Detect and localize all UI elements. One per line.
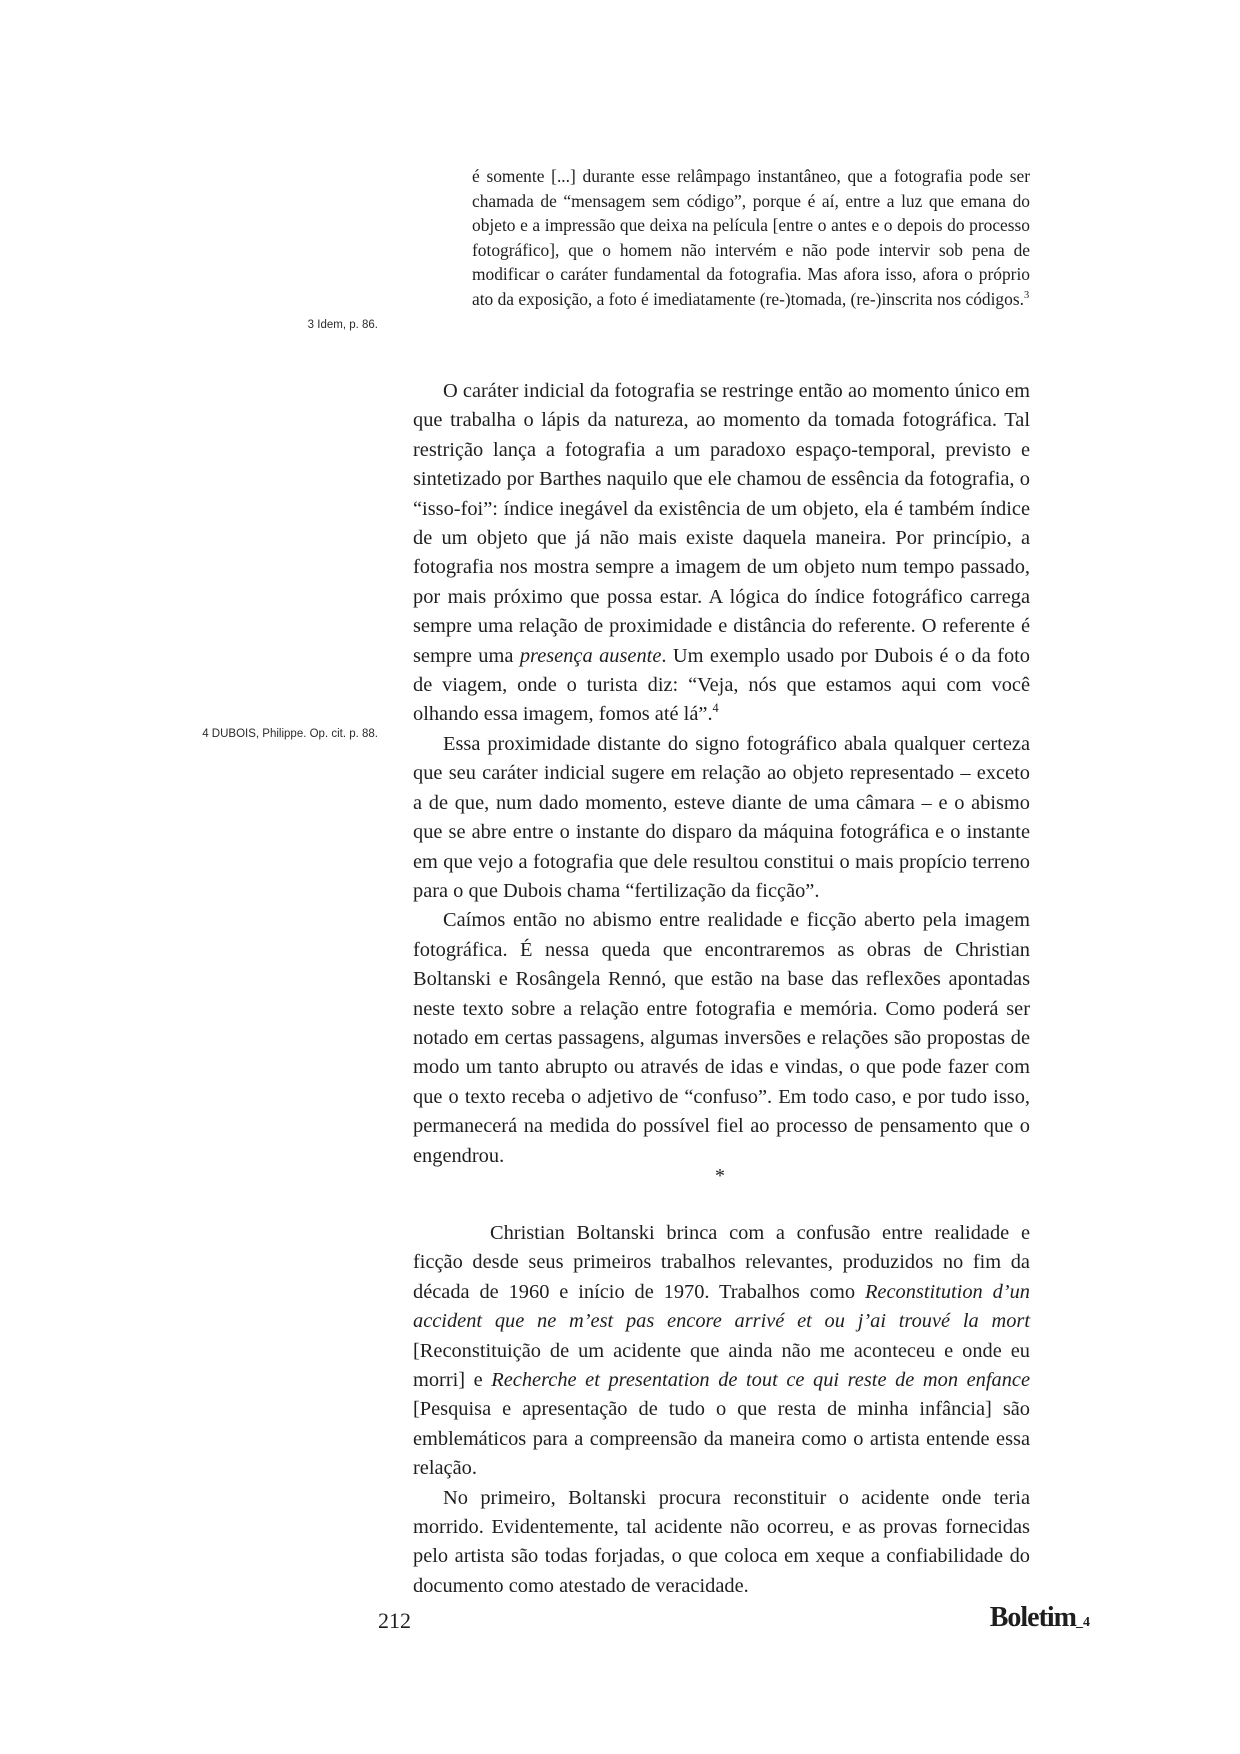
quote-lead-text: é somente — [472, 166, 552, 186]
footnote-ref-3[interactable]: 3 — [1023, 289, 1030, 301]
quote-text: durante esse relâmpago instantâneo, que a fotografia pode ser chamada de “mensagem sem código”, porque é aí, entre a luz que emana do objeto e a impressão que deixa na película [entre o antes e o depois do processo fotográfico], que o homem não intervém e não pode intervir sob pena de modificar o caráter fundamental da fotografia. Mas afora isso, afora o próprio ato da exposição, a foto é imediatamente (re-)tomada, (re-)inscrita nos códigos. — [472, 166, 1030, 309]
paragraph — [413, 1219, 1030, 1484]
artwork-title: Reconstitution d’un accident que ne m’est pas encore arrivé et ou j’ai trouvé la mort — [413, 1280, 1030, 1333]
paragraph: Essa proximidade distante do signo fotográfico abala qualquer certeza que seu caráter indicial sugere em relação ao objeto representado – exceto a de que, num dado momento, esteve diante de uma câmara – e o abismo que se abre entre o instante do disparo da máquina fotográfica e o instante em que vejo a fotografia que dele resultou constitui o mais propício terreno para o que Dubois chama “fertilização da ficção”. — [413, 732, 1030, 902]
artwork-title: Recherche et presentation de tout ce qui reste de mon enfance — [491, 1369, 1030, 1392]
emphasis-text: presença ausente — [519, 644, 662, 667]
paragraph — [413, 377, 1030, 730]
paragraph-text: [Reconstituição de um acidente que ainda não me aconteceu e onde eu morri] e — [413, 1339, 1030, 1392]
main-text-section-1 — [413, 377, 1030, 1171]
side-note-4: 4 DUBOIS, Philippe. Op. cit. p. 88. — [202, 728, 378, 740]
journal-name: Boletim — [989, 1602, 1076, 1633]
paragraph: No primeiro, Boltanski procura reconstituir o acidente onde teria morrido. Evidentemente, tal acidente não ocorreu, e as provas fornecidas pelo artista são todas forjadas, o que coloca em xeque a confiabilidade do documento como atestado de veracidade. — [413, 1486, 1030, 1597]
footnote-ref-4[interactable]: 4 — [712, 701, 719, 716]
journal-issue: _4 — [1076, 1615, 1090, 1630]
paragraph-text: O caráter indicial da fotografia se restringe então ao momento único em que trabalha o lápis da natureza, ao momento da tomada fotográfica. Tal restrição lança a fotografia a um paradoxo espaço-temporal, previsto e sintetizado por Barthes naquilo que ele chamou de essência da fotografia, o “isso-foi”: índice inegável da existência de um objeto, ela é também índice de um objeto que já não mais existe daquela maneira. Por princípio, a fotografia nos mostra sempre a imagem de um objeto num tempo passado, por mais próximo que possa estar. A lógica do índice fotográfico carrega sempre uma relação de proximidade e distância do referente. O referente é sempre uma — [413, 380, 1030, 667]
side-note-3: 3 Idem, p. 86. — [307, 319, 378, 331]
journal-title — [990, 1602, 1090, 1634]
page-number: 212 — [378, 1608, 411, 1633]
section-separator: * — [715, 1165, 725, 1187]
main-text-section-2 — [413, 1219, 1030, 1601]
paragraph-text: [Pesquisa e apresentação de tudo o que resta de minha infância] são emblemáticos para a compreensão da maneira como o artista entende essa relação. — [413, 1398, 1030, 1480]
paragraph: Caímos então no abismo entre realidade e ficção aberto pela imagem fotográfica. É nessa queda que encontraremos as obras de Christian Boltanski e Rosângela Rennó, que estão na base das reflexões apontadas neste texto sobre a relação entre fotografia e memória. Como poderá ser notado em certas passagens, algumas inversões e relações são propostas de modo um tanto abrupto ou através de idas e vindas, o que pode fazer com que o texto receba o adjetivo de “confuso”. Em todo caso, e por tudo isso, permanecerá na medida do possível fiel ao processo de pensamento que o engendrou. — [413, 909, 1030, 1167]
block-quote — [472, 164, 1030, 311]
quote-ellipsis: [...] — [551, 166, 576, 186]
paragraph-text: . Um exemplo usado por Dubois é o da foto de viagem, onde o turista diz: “Veja, nós que estamos aqui com você olhando essa imagem, fomos até lá”. — [413, 644, 1031, 726]
paragraph-text: Christian Boltanski brinca com a confusão entre realidade e ficção desde seus primeiros trabalhos relevantes, produzidos no fim da década de 1960 e início de 1970. Trabalhos como — [413, 1222, 1030, 1303]
